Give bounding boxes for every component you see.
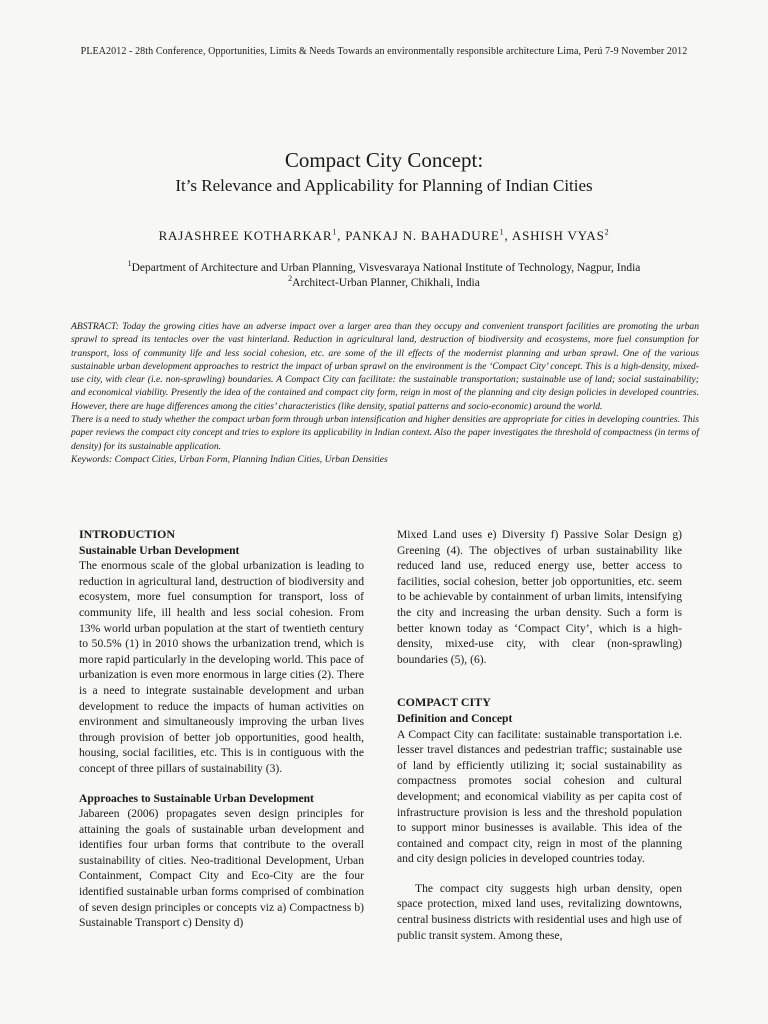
keywords: Keywords: Compact Cities, Urban Form, Planning Indian Cities, Urban Densities (71, 453, 388, 465)
body-paragraph: A Compact City can facilitate: sustainable transportation i.e. lesser travel distances and pedestrian traffic; sustainable use of land by efficiently utilizing it; social sustainability as compactness promotes social cohesion and cultural development; and economical viability as per capita cost of infrastructure provision is less and the threshold population to support minor businesses is available. This idea of the contained and compact city, reign in most of the planning and city design policies in developed countries today. (397, 727, 682, 866)
affiliation-text: Department of Architecture and Urban Planning, Visvesvaraya National Institute of Technology, Nagpur, India (131, 262, 641, 274)
section-heading: COMPACT CITY (397, 695, 491, 710)
abstract-paragraph: ABSTRACT: Today the growing cities have an adverse impact over a larger area than they occupy and convenient transport facilities are promoting the urban sprawl to spread its tentacles over the vast hinterland. Reduction in agricultural land, destruction of biodiversity and ecosystems, more fuel consumption for transport, loss of community life and less social cohesion, etc. are some of the ill effects of the modernist planning and urban sprawl. One of the various sustainable urban development approaches to restrict the impact of urban sprawl on the environment is the ‘Compact City’ concept. This is a high-density, mixed-use city, with clear (i.e. non-sprawling) boundaries. A Compact City can facilitate: the sustainable transportation; sustainable use of land; social sustainability; and economical viability. Presently the idea of the contained and compact city form, reign in most of the planning and city design policies in developed countries. However, there are huge differences among the cities’ characteristics (like density, spatial patterns and socio-economic) around the world. (71, 321, 699, 412)
affiliation-marker: 1 (127, 259, 132, 269)
author-affiliation-marker: 1 (499, 227, 505, 237)
subsection-heading: Definition and Concept (397, 711, 513, 725)
body-paragraph: The enormous scale of the global urbanization is leading to reduction in agricultural land, destruction of biodiversity and ecosystem, more fuel consumption for transport, loss of community life, ill health and less social cohesion. From 13% world urban population at the start of twentieth century to 50.5% (1) in 2010 shows the urbanization trend, which is more rapid particularly in the developing world. This pace of urbanization is even more enormous in large cities (2). There is a need to integrate sustainable development and urban development to reduce the impacts of human activities on environment and simultaneously improving the urban lives through provision of better job opportunities, good health, housing, social facilities, etc. This is in contiguous with the concept of three pillars of sustainability (3). (79, 559, 364, 775)
paper-title: Compact City Concept: (284, 148, 484, 172)
author-name: RAJASHREE KOTHARKAR (158, 228, 333, 243)
left-column (79, 527, 364, 931)
affiliation-text: Architect-Urban Planner, Chikhali, India (292, 277, 480, 289)
section-heading: INTRODUCTION (79, 527, 176, 541)
affiliation (0, 259, 768, 274)
body-paragraph: The compact city suggests high urban density, open space protection, mixed land uses, revitalizing downtowns, central business districts with residential uses and high use of public transit system. Among these, (397, 881, 682, 942)
abstract (71, 320, 699, 466)
author-affiliation-marker: 2 (604, 227, 610, 237)
running-header: PLEA2012 - 28th Conference, Opportunities, Limits & Needs Towards an environmentally responsible architecture Lima, Perú 7-9 November 2012 (80, 46, 688, 57)
author-name: PANKAJ N. BAHADURE (345, 228, 500, 243)
author-name: ASHISH VYAS (511, 228, 605, 243)
paper-subtitle: It’s Relevance and Applicability for Planning of Indian Cities (175, 176, 593, 195)
subsection-heading: Approaches to Sustainable Urban Development (79, 791, 314, 805)
author-affiliation-marker: 1 (332, 227, 338, 237)
abstract-paragraph: There is a need to study whether the compact urban form through urban intensification and higher densities are appropriate for cities in developing countries. This paper reviews the compact city concept and tries to explore its applicability in Indian context. Also the paper investigates the threshold of compactness (in terms of density) for its sustainable application. (71, 414, 699, 452)
subsection-heading: Sustainable Urban Development (79, 543, 240, 557)
body-paragraph: Jabareen (2006) propagates seven design principles for attaining the goals of sustainable urban development and identifies four urban forms that contribute to the overall sustainability of cities. Neo-traditional Development, Urban Containment, Compact City and Eco-City are the four identified sustainable urban forms comprised of combination of seven design principles or concepts viz a) Compactness b) Sustainable Transport c) Density d) (79, 807, 364, 930)
body-paragraph: Mixed Land uses e) Diversity f) Passive Solar Design g) Greening (4). The objectives of urban sustainability like reduced land use, reduced energy use, better access to facilities, social cohesion, better job opportunities, etc. seem to be achievable by containment of urban limits, intensifying the city and increasing the urban density. Such a form is better known today as ‘Compact City’, which is a high-density, mixed-use city, with clear (non-sprawling) boundaries (5), (6). (397, 528, 682, 666)
affiliation-marker: 2 (288, 274, 293, 284)
author-list: RAJASHREE KOTHARKAR$^1$, PANKAJ N. BAHADURE$^1$, ASHISH VYAS$^2$ (158, 227, 610, 243)
right-column (397, 527, 682, 943)
affiliation (0, 274, 768, 289)
